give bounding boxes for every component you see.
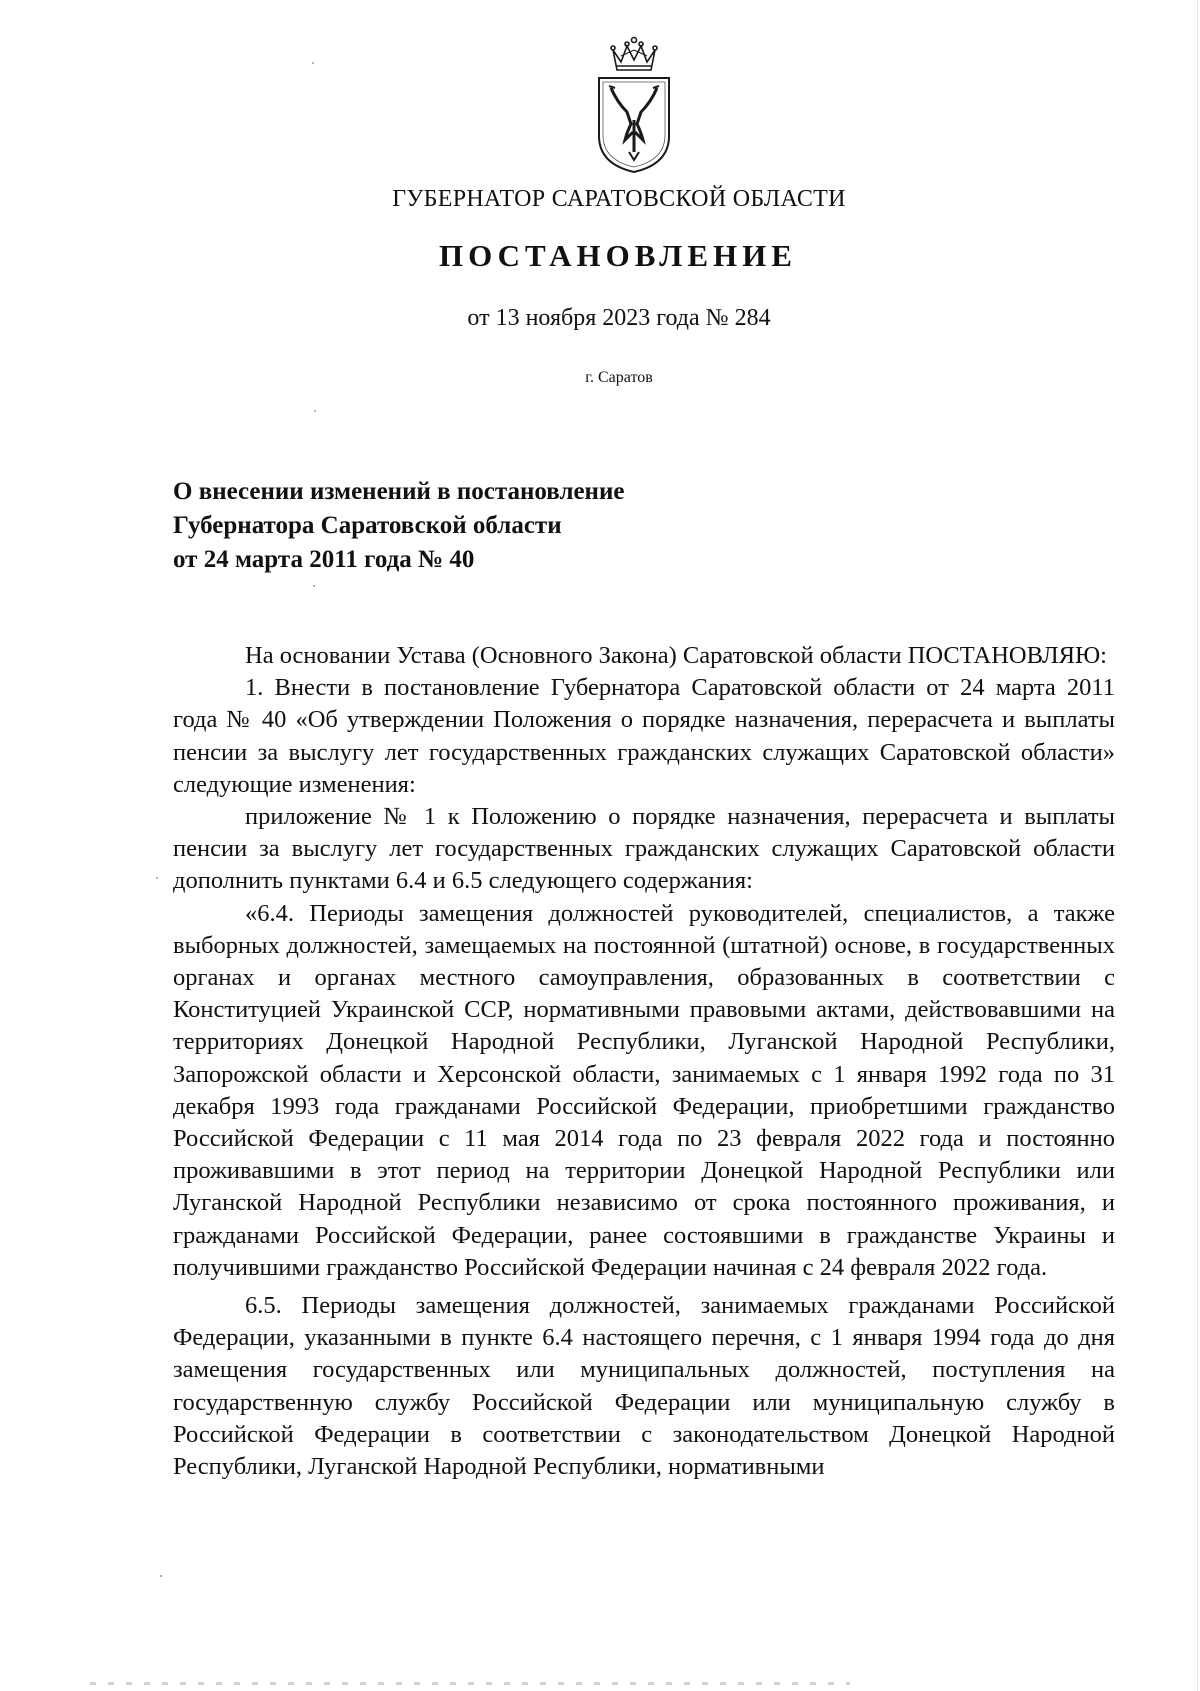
scan-speck (314, 410, 316, 412)
document-type: ПОСТАНОВЛЕНИЕ (439, 238, 797, 273)
scan-edge (1197, 0, 1198, 1691)
body-paragraph: «6.4. Периоды замещения должностей руководителей, специалистов, а также выборных должностей, замещаемых на постоянной (штатной) основе, в государственных органах и органах местного самоуправления, образованных в соответствии с Конституцией Украинской ССР, нормативными правовыми актами, действовавшими на территориях Донецкой Народной Республики, Луганской Народной Республики, Запорожской области и Херсонской области, занимаемых с 1 января 1992 года по 31 декабря 1993 года гражданами Российской Федерации, приобретшими гражданство Российской Федерации с 11 мая 2014 года по 23 февраля 2022 года и постоянно проживавшими в этот период на территории Донецкой Народной Республики или Луганской Народной Республики независимо от срока постоянного проживания, и гражданами Российской Федерации, ранее состоявшими в гражданстве Украины и получившими гражданство Российской Федерации начиная с 24 февраля 2022 года. (173, 899, 1115, 1281)
scan-speck (156, 877, 158, 879)
coat-of-arms-icon (591, 36, 677, 174)
title-line: Губернатора Саратовской области (173, 512, 562, 539)
document-city: г. Саратов (585, 369, 653, 386)
document-body (173, 640, 1115, 1483)
document-title (173, 475, 624, 577)
body-paragraph: приложение № 1 к Положению о порядке назначения, перерасчета и выплаты пенсии за выслугу лет государственных гражданских служащих Саратовской области дополнить пунктами 6.4 и 6.5 следующего содержания: (173, 803, 1115, 895)
body-paragraph: 6.5. Периоды замещения должностей, занимаемых гражданами Российской Федерации, указанными в пункте 6.4 настоящего перечня, с 1 января 1994 года до дня замещения государственных или муниципальных должностей, поступления на государственную службу Российской Федерации или муниципальную службу в Российской Федерации в соответствии с законодательством Донецкой Народной Республики, Луганской Народной Республики, нормативными (173, 1292, 1115, 1481)
body-paragraph: На основании Устава (Основного Закона) Саратовской области ПОСТАНОВЛЯЮ: (245, 642, 1107, 669)
title-line: от 24 марта 2011 года № 40 (173, 546, 475, 573)
issuing-authority: ГУБЕРНАТОР САРАТОВСКОЙ ОБЛАСТИ (392, 186, 846, 212)
document-date-number: от 13 ноября 2023 года № 284 (467, 305, 771, 331)
scan-bottom-noise (90, 1682, 850, 1685)
scan-speck (312, 62, 314, 64)
title-line: О внесении изменений в постановление (173, 478, 625, 505)
scan-speck (313, 585, 315, 587)
body-paragraph: 1. Внести в постановление Губернатора Саратовской области от 24 марта 2011 года № 40 «Об утверждении Положения о порядке назначения, перерасчета и выплаты пенсии за выслугу лет государственных гражданских служащих Саратовской области» следующие изменения: (173, 674, 1115, 798)
scan-speck (160, 1575, 162, 1577)
